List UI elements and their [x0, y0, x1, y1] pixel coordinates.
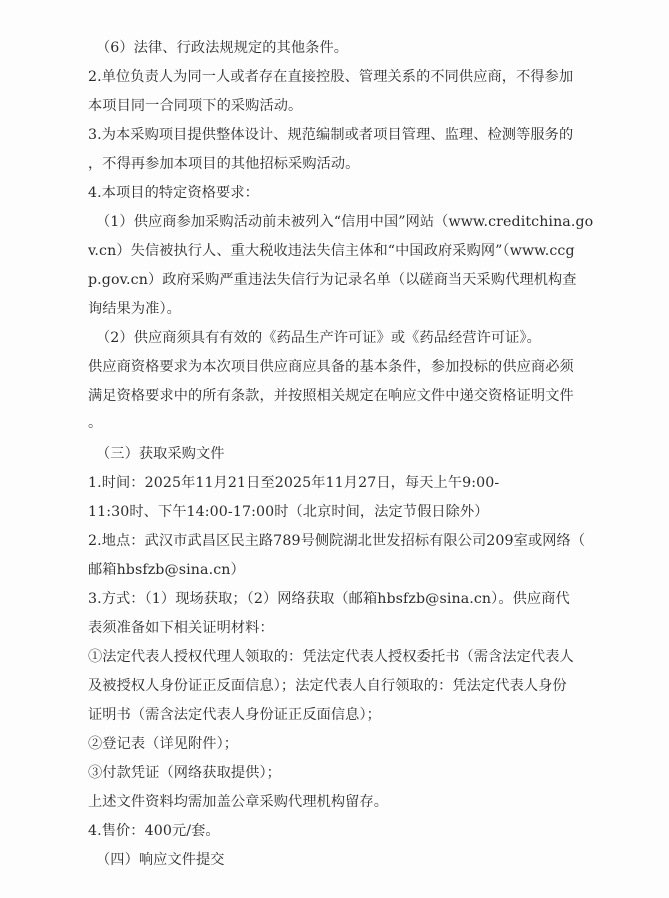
condition-6-line: （6）法律、行政法规规定的其他条件。 [96, 40, 349, 56]
requirement-1-line-2: v.cn）失信被执行人、重大税收违法失信主体和“中国政府采购网”（www.ccg [88, 243, 575, 259]
material-1-line-1: ①法定代表人授权代理人领取的：凭法定代表人授权委托书（需含法定代表人 [88, 649, 574, 665]
material-1-line-3: 证明书（需含法定代表人身份证正反面信息）； [88, 707, 381, 723]
paragraph-2-line-2: 本项目同一合同项下的采购活动。 [88, 98, 303, 114]
paragraph-2-line-1: 2.单位负责人为同一人或者存在直接控股、管理关系的不同供应商，不得参加 [88, 69, 574, 85]
price-line: 4.售价：400元/套。 [88, 823, 220, 839]
requirement-1-line-1: （1）供应商参加采购活动前未被列入“信用中国”网站（www.creditchina.go [96, 214, 594, 230]
material-2-line: ②登记表（详见附件）； [88, 736, 239, 752]
qualification-note-line-2: 满足资格要求中的所有条款，并按照相关规定在响应文件中递交资格证明文件 [88, 388, 574, 404]
retention-note-line: 上述文件资料均需加盖公章采购代理机构留存。 [88, 794, 389, 810]
paragraph-4-heading: 4.本项目的特定资格要求： [88, 185, 259, 201]
location-line-1: 2.地点：武汉市武昌区民主路789号侧院湖北世发招标有限公司209室或网络（ [88, 533, 586, 549]
material-3-line: ③付款凭证（网络获取提供）； [88, 765, 281, 781]
method-line-2: 表须准备如下相关证明材料： [88, 620, 274, 636]
paragraph-3-line-2: ，不得再参加本项目的其他招标采购活动。 [88, 156, 360, 172]
material-1-line-2: 及被授权人身份证正反面信息）；法定代表人自行领取的：凭法定代表人身份 [88, 678, 567, 694]
paragraph-3-line-1: 3.为本采购项目提供整体设计、规范编制或者项目管理、监理、检测等服务的 [88, 127, 574, 143]
requirement-1-line-4: 询结果为准）。 [88, 301, 181, 317]
requirement-1-line-3: p.gov.cn）政府采购严重违法失信行为记录名单（以磋商当天采购代理机构查 [88, 272, 577, 288]
method-line-1: 3.方式：（1）现场获取；（2）网络获取（邮箱hbsfzb@sina.cn）。供应商代 [88, 591, 570, 607]
section-4-heading: （四）响应文件提交 [96, 852, 225, 868]
time-line-2: 11:30时、下午14:00-17:00时（北京时间，法定节假日除外） [88, 504, 489, 520]
qualification-note-line-3: 。 [88, 415, 103, 431]
section-3-heading: （三）获取采购文件 [96, 446, 225, 462]
time-line-1: 1.时间：2025年11月21日至2025年11月27日，每天上午9:00- [88, 475, 500, 491]
location-line-2: 邮箱hbsfzb@sina.cn） [88, 562, 245, 578]
requirement-2-line: （2）供应商须具有有效的《药品生产许可证》或《药品经营许可证》。 [96, 330, 541, 346]
qualification-note-line-1: 供应商资格要求为本次项目供应商应具备的基本条件，参加投标的供应商必须 [88, 359, 574, 375]
